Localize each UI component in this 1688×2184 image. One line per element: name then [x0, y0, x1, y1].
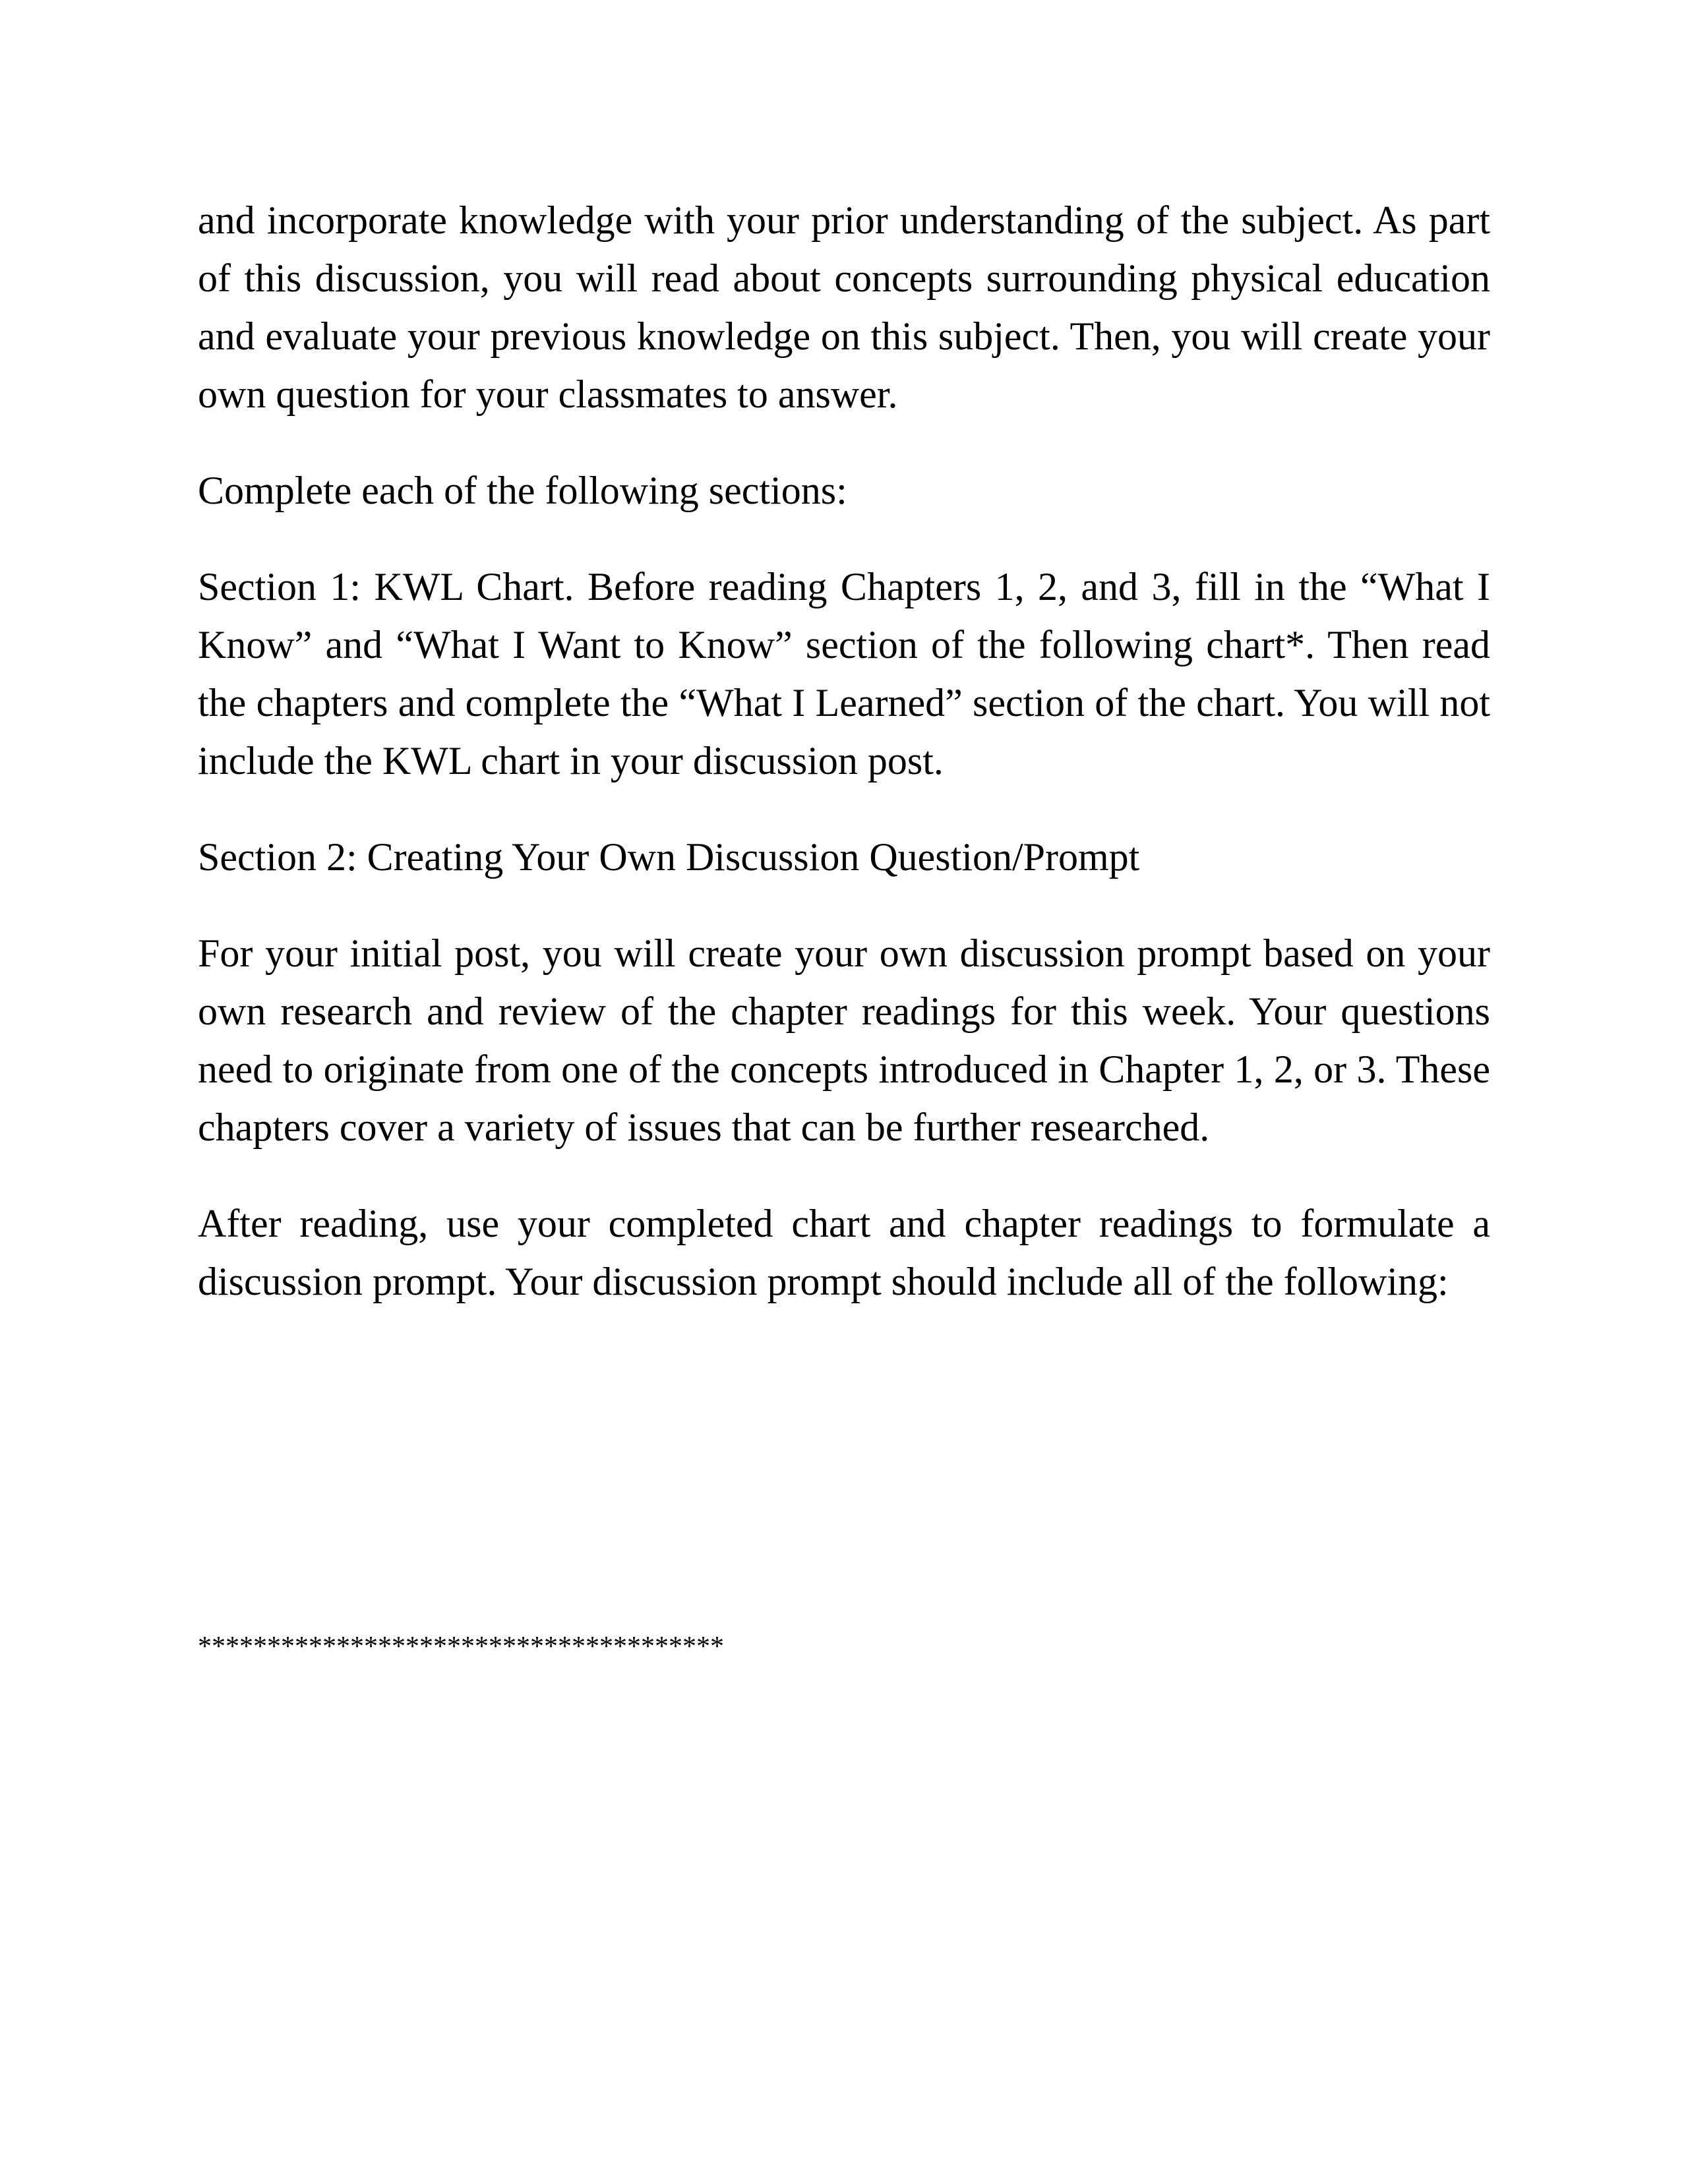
document-body	[198, 191, 1490, 1349]
paragraph-after-reading: After reading, use your completed chart and chapter readings to formulate a discussion prompt. Your discussion prompt should include all of the following:	[198, 1202, 1490, 1303]
paragraph-intro: and incorporate knowledge with your prior understanding of the subject. As part of this discussion, you will read about concepts surrounding physical education and evaluate your previous knowledge on this subject. Then, you will create your own question for your classmates to answer.	[198, 198, 1490, 416]
asterisk-separator: **************************************	[198, 1632, 724, 1662]
paragraph-section-1: Section 1: KWL Chart. Before reading Chapters 1, 2, and 3, fill in the “What I Know” and “What I Want to Know” section of the following chart*. Then read the chapters and complete the “What I Learned” section of the chart. You will not include the KWL chart in your discussion post.	[198, 565, 1490, 782]
paragraph-initial-post: For your initial post, you will create your own discussion prompt based on your own research and review of the chapter readings for this week. Your questions need to originate from one of the concepts introduced in Chapter 1, 2, or 3. These chapters cover a variety of issues that can be further researched.	[198, 931, 1490, 1149]
paragraph-section-2-heading: Section 2: Creating Your Own Discussion Question/Prompt	[198, 835, 1140, 879]
paragraph-complete-sections: Complete each of the following sections:	[198, 469, 847, 512]
